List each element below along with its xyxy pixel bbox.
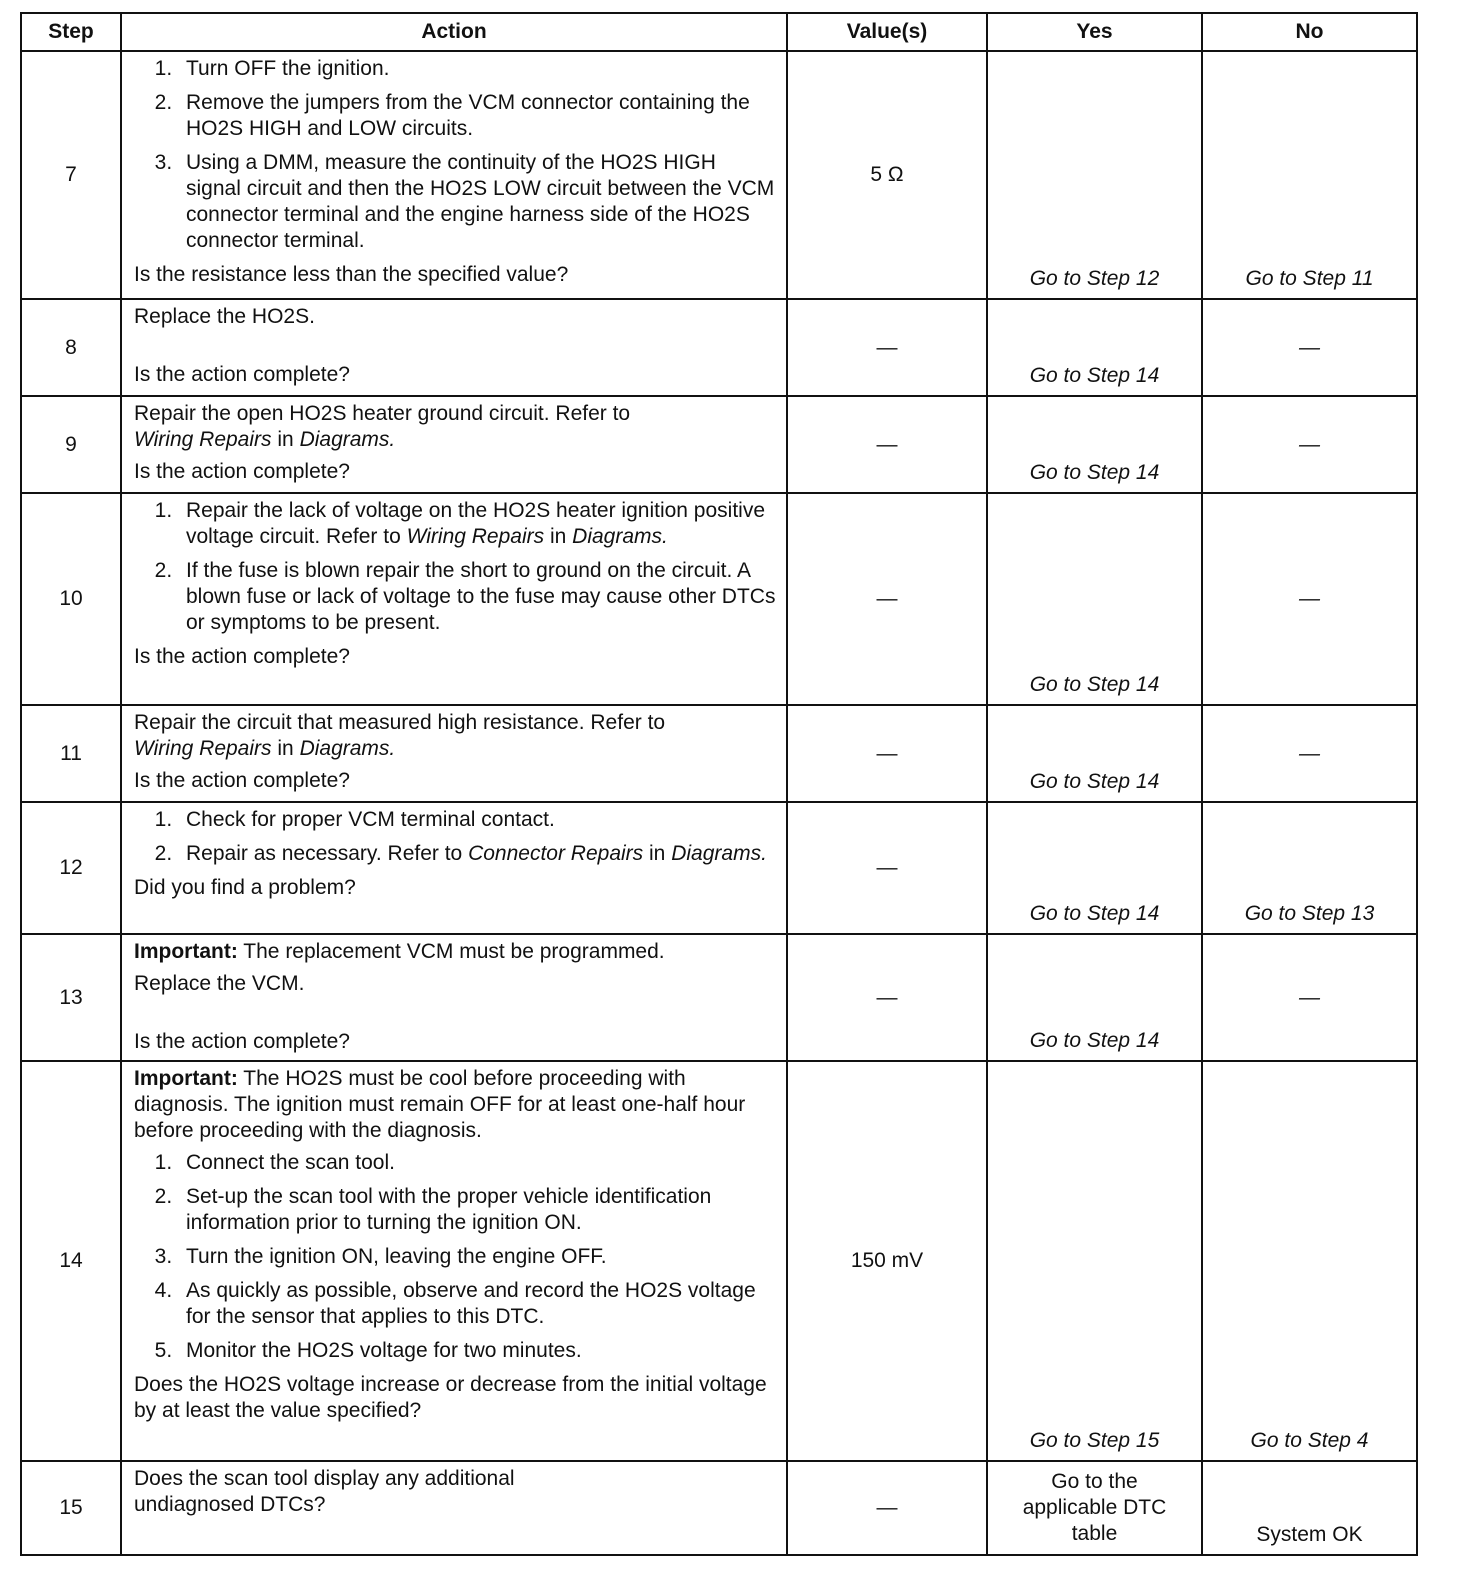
yes-cell: Go to Step 14 xyxy=(987,493,1202,705)
no-cell: — xyxy=(1202,396,1417,493)
yes-cell: Go to Step 14 xyxy=(987,396,1202,493)
table-row xyxy=(21,493,1417,705)
action-text: Repair the open HO2S heater ground circuit. Refer to Wiring Repairs in Diagrams. xyxy=(134,402,631,451)
action-cell xyxy=(121,1461,787,1555)
yes-cell: Go to the applicable DTC table xyxy=(987,1461,1202,1555)
yes-cell: Go to Step 14 xyxy=(987,802,1202,934)
no-cell: — xyxy=(1202,299,1417,396)
step-number: 10 xyxy=(21,493,121,705)
action-question: Is the resistance less than the specified value? xyxy=(134,263,569,286)
action-question: Is the action complete? xyxy=(134,1030,350,1053)
action-cell xyxy=(121,51,787,299)
action-question: Does the HO2S voltage increase or decrease from the initial voltage by at least the value specified? xyxy=(134,1373,767,1422)
table-row xyxy=(21,802,1417,934)
table-row xyxy=(21,1461,1417,1555)
header-no: No xyxy=(1202,13,1417,51)
list-item: 2. If the fuse is blown repair the short to ground on the circuit. A blown fuse or lack of voltage to the fuse may cause other DTCs or symptoms to be present. xyxy=(178,558,776,636)
action-list xyxy=(134,1150,776,1364)
yes-cell: Go to Step 14 xyxy=(987,299,1202,396)
value-cell: — xyxy=(787,934,987,1061)
wiring-repairs-ref: Wiring Repairs xyxy=(134,428,272,451)
step-number: 15 xyxy=(21,1461,121,1555)
header-yes: Yes xyxy=(987,13,1202,51)
table-row xyxy=(21,51,1417,299)
no-cell: System OK xyxy=(1202,1461,1417,1555)
value-cell: — xyxy=(787,299,987,396)
action-question: Did you find a problem? xyxy=(134,876,356,899)
important-note: Important: The HO2S must be cool before proceeding with diagnosis. The ignition must remain OFF for at least one-half hour before proceeding with the diagnosis. xyxy=(134,1067,746,1142)
no-cell: Go to Step 11 xyxy=(1202,51,1417,299)
action-list xyxy=(134,807,776,867)
action-text: Repair the circuit that measured high resistance. Refer to Wiring Repairs in Diagrams. xyxy=(134,711,666,760)
action-cell xyxy=(121,396,787,493)
list-item: 2. Repair as necessary. Refer to Connector Repairs in Diagrams. xyxy=(178,841,776,867)
step-number: 14 xyxy=(21,1061,121,1461)
diagrams-ref: Diagrams. xyxy=(299,428,396,451)
step-number: 13 xyxy=(21,934,121,1061)
action-question: Does the scan tool display any additional undiagnosed DTCs? xyxy=(134,1467,515,1516)
table-row xyxy=(21,705,1417,802)
value-cell: — xyxy=(787,396,987,493)
step-number: 8 xyxy=(21,299,121,396)
table-row xyxy=(21,396,1417,493)
table-row xyxy=(21,934,1417,1061)
header-action: Action xyxy=(121,13,787,51)
yes-cell: Go to Step 15 xyxy=(987,1061,1202,1461)
list-item: 5. Monitor the HO2S voltage for two minutes. xyxy=(178,1338,776,1364)
value-cell: — xyxy=(787,1461,987,1555)
action-cell xyxy=(121,934,787,1061)
yes-cell: Go to Step 12 xyxy=(987,51,1202,299)
action-text: Replace the VCM. xyxy=(134,972,305,995)
no-cell: — xyxy=(1202,934,1417,1061)
list-item: 3. Using a DMM, measure the continuity of the HO2S HIGH signal circuit and then the HO2S LOW circuit between the VCM connector terminal and the engine harness side of the HO2S connector terminal. xyxy=(178,150,776,254)
step-number: 7 xyxy=(21,51,121,299)
action-question: Is the action complete? xyxy=(134,769,350,792)
value-cell: 5 Ω xyxy=(787,51,987,299)
action-list xyxy=(134,498,776,636)
list-item: 2. Set-up the scan tool with the proper vehicle identification information prior to turning the ignition ON. xyxy=(178,1184,776,1236)
action-cell xyxy=(121,493,787,705)
diagnostic-table xyxy=(20,12,1418,1556)
list-item: 1. Repair the lack of voltage on the HO2S heater ignition positive voltage circuit. Refer to Wiring Repairs in Diagrams. xyxy=(178,498,776,550)
action-text: Replace the HO2S. xyxy=(134,305,315,328)
step-number: 12 xyxy=(21,802,121,934)
table-row xyxy=(21,299,1417,396)
action-cell xyxy=(121,802,787,934)
action-cell xyxy=(121,299,787,396)
table-row xyxy=(21,1061,1417,1461)
yes-cell: Go to Step 14 xyxy=(987,705,1202,802)
step-number: 9 xyxy=(21,396,121,493)
header-row xyxy=(21,13,1417,51)
action-cell xyxy=(121,705,787,802)
value-cell: 150 mV xyxy=(787,1061,987,1461)
header-step: Step xyxy=(21,13,121,51)
action-cell xyxy=(121,1061,787,1461)
list-item: 1. Turn OFF the ignition. xyxy=(178,56,776,82)
action-list xyxy=(134,56,776,254)
no-cell: Go to Step 4 xyxy=(1202,1061,1417,1461)
no-cell: — xyxy=(1202,493,1417,705)
list-item: 3. Turn the ignition ON, leaving the engine OFF. xyxy=(178,1244,776,1270)
step-number: 11 xyxy=(21,705,121,802)
value-cell: — xyxy=(787,493,987,705)
action-question: Is the action complete? xyxy=(134,363,350,386)
list-item: 2. Remove the jumpers from the VCM connector containing the HO2S HIGH and LOW circuits. xyxy=(178,90,776,142)
list-item: 1. Connect the scan tool. xyxy=(178,1150,776,1176)
header-values: Value(s) xyxy=(787,13,987,51)
action-question: Is the action complete? xyxy=(134,645,350,668)
no-cell: Go to Step 13 xyxy=(1202,802,1417,934)
list-item: 1. Check for proper VCM terminal contact. xyxy=(178,807,776,833)
list-item: 4. As quickly as possible, observe and record the HO2S voltage for the sensor that applies to this DTC. xyxy=(178,1278,776,1330)
value-cell: — xyxy=(787,802,987,934)
value-cell: — xyxy=(787,705,987,802)
no-cell: — xyxy=(1202,705,1417,802)
important-note: Important: The replacement VCM must be programmed. xyxy=(134,940,665,963)
yes-cell: Go to Step 14 xyxy=(987,934,1202,1061)
action-question: Is the action complete? xyxy=(134,460,350,483)
